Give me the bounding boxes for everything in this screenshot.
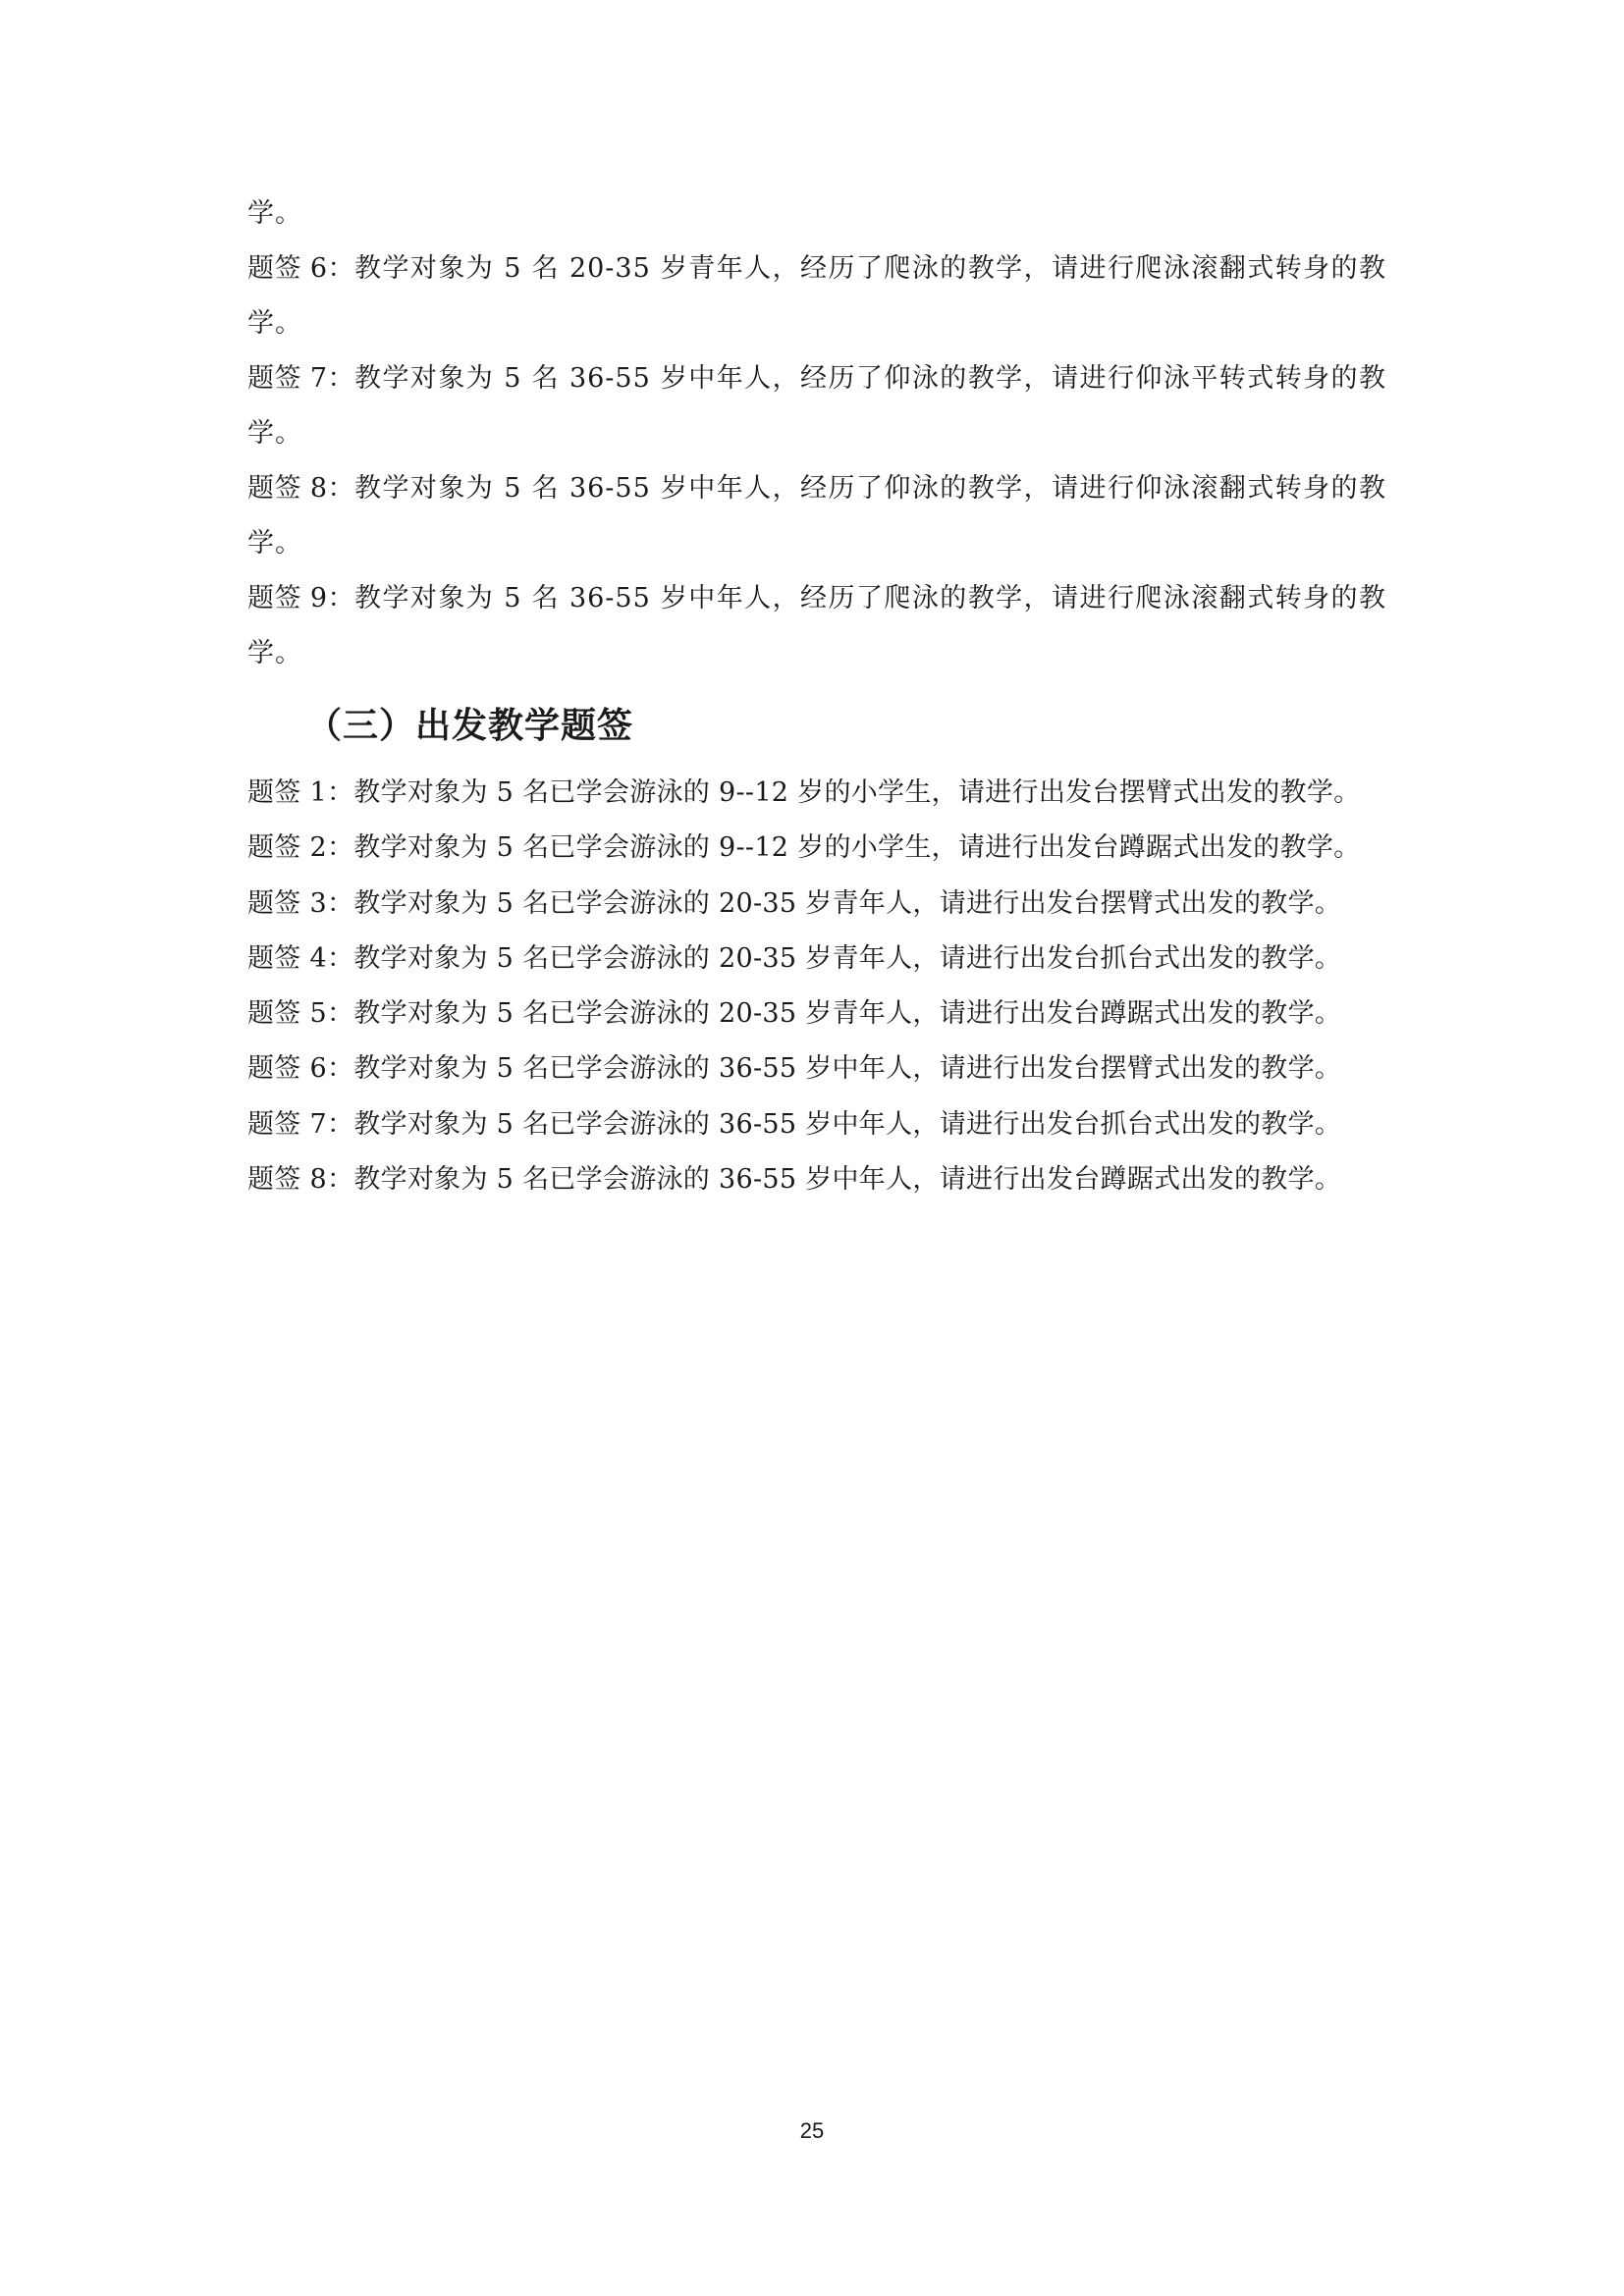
item-text: 教学对象为 5 名已学会游泳的 20-35 岁青年人，请进行出发台摆臂式出发的教学。: [353, 887, 1342, 919]
list-item: [247, 1152, 1406, 1207]
list-item: [247, 932, 1406, 987]
item-label: 题签 6：: [247, 253, 354, 284]
item-label: 题签 5：: [247, 998, 354, 1030]
page-number: 25: [799, 2118, 825, 2143]
section-heading: （三）出发教学题签: [306, 706, 634, 746]
item-label: 题签 8：: [247, 473, 354, 504]
previous-section-items: [247, 187, 1386, 681]
item-text: 教学对象为 5 名已学会游泳的 9--12 岁的小学生，请进行出发台摆臂式出发的教学。: [353, 777, 1361, 808]
item-text: 教学对象为 5 名 36-55 岁中年人，经历了仰泳的教学，请进行仰泳平转式转身的教学。: [247, 363, 1386, 449]
start-teaching-list: [247, 766, 1406, 1207]
item-text: 教学对象为 5 名已学会游泳的 9--12 岁的小学生，请进行出发台蹲踞式出发的教学。: [353, 832, 1361, 864]
list-item: [247, 987, 1406, 1041]
list-item: [247, 571, 1386, 681]
item-text: 教学对象为 5 名 36-55 岁中年人，经历了仰泳的教学，请进行仰泳滚翻式转身的教学。: [247, 473, 1386, 559]
list-item: [247, 766, 1406, 821]
item-text: 教学对象为 5 名已学会游泳的 36-55 岁中年人，请进行出发台抓台式出发的教学。: [353, 1108, 1342, 1140]
item-text: 教学对象为 5 名已学会游泳的 36-55 岁中年人，请进行出发台摆臂式出发的教学。: [353, 1053, 1342, 1085]
item-label: 题签 7：: [247, 363, 354, 394]
list-item: [247, 1097, 1406, 1152]
item-label: 题签 4：: [247, 942, 354, 974]
list-item: [247, 877, 1406, 932]
item-text: 教学对象为 5 名已学会游泳的 20-35 岁青年人，请进行出发台抓台式出发的教学。: [353, 942, 1342, 974]
list-item: [247, 461, 1386, 571]
item-label: 题签 6：: [247, 1053, 354, 1085]
list-item: [247, 821, 1406, 876]
item-text: 教学对象为 5 名已学会游泳的 20-35 岁青年人，请进行出发台蹲踞式出发的教学。: [353, 998, 1342, 1030]
item-label: 题签 2：: [247, 832, 354, 864]
item-text: 教学对象为 5 名 36-55 岁中年人，经历了爬泳的教学，请进行爬泳滚翻式转身的教学。: [247, 583, 1386, 668]
continued-text: 学。: [247, 198, 302, 229]
item-label: 题签 8：: [247, 1164, 354, 1196]
list-item: [247, 1041, 1406, 1096]
list-item: [247, 241, 1386, 351]
list-item: [247, 351, 1386, 461]
item-label: 题签 7：: [247, 1108, 354, 1140]
item-label: 题签 1：: [247, 777, 354, 808]
item-text: 教学对象为 5 名已学会游泳的 36-55 岁中年人，请进行出发台蹲踞式出发的教学。: [353, 1164, 1342, 1196]
item-label: 题签 9：: [247, 583, 354, 614]
item-label: 题签 3：: [247, 887, 354, 919]
item-text: 教学对象为 5 名 20-35 岁青年人，经历了爬泳的教学，请进行爬泳滚翻式转身的教学。: [247, 253, 1386, 339]
